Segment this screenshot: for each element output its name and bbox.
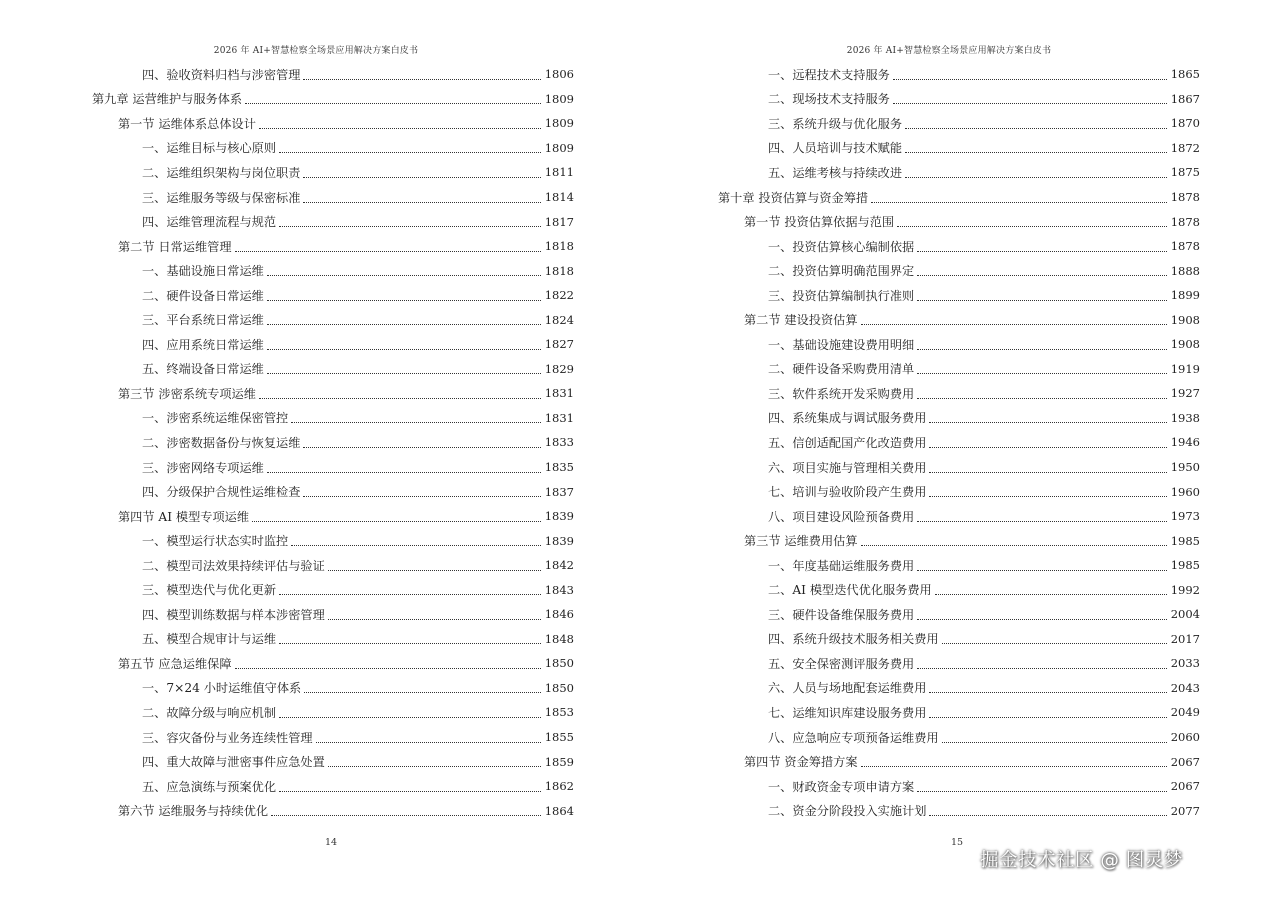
toc-entry[interactable] xyxy=(92,798,574,823)
toc-entry-page-number: 1875 xyxy=(1170,165,1200,180)
toc-entry-title: 第三节 涉密系统专项运维 xyxy=(118,386,256,401)
toc-entry-page-number: 1835 xyxy=(544,460,574,475)
toc-entry-page-number: 1817 xyxy=(544,214,574,229)
toc-entry[interactable] xyxy=(92,774,574,799)
toc-entry-title: 四、系统集成与调试服务费用 xyxy=(768,411,927,426)
toc-entry-title: 四、重大故障与泄密事件应急处置 xyxy=(142,755,325,770)
toc-entry[interactable] xyxy=(718,455,1200,480)
toc-entry-page-number: 1867 xyxy=(1170,91,1200,106)
toc-entry-page-number: 1848 xyxy=(544,631,574,646)
toc-entry-title: 五、终端设备日常运维 xyxy=(142,362,264,377)
toc-entry-page-number: 1985 xyxy=(1170,533,1200,548)
toc-entry-title: 二、硬件设备采购费用清单 xyxy=(768,362,915,377)
toc-entry[interactable] xyxy=(92,209,574,234)
toc-entry-page-number: 1822 xyxy=(544,288,574,303)
toc-page-left xyxy=(0,0,632,898)
toc-entry-title: 第二节 建设投资估算 xyxy=(744,313,858,328)
toc-entry[interactable] xyxy=(718,749,1200,774)
dot-leader xyxy=(917,299,1166,301)
toc-entry[interactable] xyxy=(92,725,574,750)
dot-leader xyxy=(942,741,1167,743)
toc-entry[interactable] xyxy=(92,528,574,553)
toc-entry[interactable] xyxy=(92,332,574,357)
dot-leader xyxy=(259,127,541,129)
toc-entry-title: 八、项目建设风险预备费用 xyxy=(768,509,915,524)
toc-entry-page-number: 1960 xyxy=(1170,484,1200,499)
toc-entry[interactable] xyxy=(92,455,574,480)
toc-page-right xyxy=(633,0,1265,898)
toc-entry-title: 第五节 应急运维保障 xyxy=(118,656,232,671)
dot-leader xyxy=(929,716,1166,718)
toc-entry-title: 第十章 投资估算与资金筹措 xyxy=(718,190,869,205)
dot-leader xyxy=(271,814,541,816)
toc-entry-page-number: 1878 xyxy=(1170,239,1200,254)
dot-leader xyxy=(235,667,541,669)
toc-entry-title: 三、平台系统日常运维 xyxy=(142,313,264,328)
toc-entry-title: 六、人员与场地配套运维费用 xyxy=(768,681,927,696)
toc-entry-title: 三、模型迭代与优化更新 xyxy=(142,583,277,598)
toc-entry-page-number: 2049 xyxy=(1170,705,1200,720)
toc-entry-page-number: 1809 xyxy=(544,91,574,106)
toc-entry[interactable] xyxy=(92,160,574,185)
dot-leader xyxy=(917,250,1166,252)
dot-leader xyxy=(303,201,540,203)
toc-entry-page-number: 1973 xyxy=(1170,509,1200,524)
toc-entry[interactable] xyxy=(718,307,1200,332)
toc-entry[interactable] xyxy=(718,504,1200,529)
toc-entry-page-number: 1872 xyxy=(1170,140,1200,155)
toc-entry-title: 五、模型合规审计与运维 xyxy=(142,632,277,647)
toc-entry-title: 二、故障分级与响应机制 xyxy=(142,705,277,720)
toc-entry-page-number: 1919 xyxy=(1170,361,1200,376)
toc-entry-title: 一、模型运行状态实时监控 xyxy=(142,534,289,549)
toc-entry[interactable] xyxy=(718,577,1200,602)
toc-entry[interactable] xyxy=(92,111,574,136)
toc-entry[interactable] xyxy=(718,528,1200,553)
toc-entry-title: 一、财政资金专项申请方案 xyxy=(768,779,915,794)
toc-entry-title: 六、项目实施与管理相关费用 xyxy=(768,460,927,475)
dot-leader xyxy=(328,765,541,767)
toc-entry[interactable] xyxy=(92,406,574,431)
dot-leader xyxy=(917,348,1166,350)
dot-leader xyxy=(917,618,1166,620)
toc-entry-page-number: 2077 xyxy=(1170,803,1200,818)
dot-leader xyxy=(291,544,540,546)
toc-entry-page-number: 2060 xyxy=(1170,730,1200,745)
toc-entry-page-number: 1938 xyxy=(1170,410,1200,425)
toc-entry-page-number: 1878 xyxy=(1170,214,1200,229)
toc-entry[interactable] xyxy=(718,357,1200,382)
dot-leader xyxy=(328,618,541,620)
toc-entry-title: 五、安全保密测评服务费用 xyxy=(768,656,915,671)
toc-entry-title: 二、AI 模型迭代优化服务费用 xyxy=(768,583,932,598)
toc-entry[interactable] xyxy=(92,258,574,283)
toc-entry[interactable] xyxy=(92,651,574,676)
dot-leader xyxy=(929,421,1166,423)
toc-entry-page-number: 1818 xyxy=(544,263,574,278)
toc-entry[interactable] xyxy=(92,136,574,161)
toc-entry-page-number: 1899 xyxy=(1170,288,1200,303)
dot-leader xyxy=(267,471,541,473)
toc-entry-title: 二、现场技术支持服务 xyxy=(768,92,890,107)
toc-entry-title: 四、验收资料归档与涉密管理 xyxy=(142,67,301,82)
toc-entry[interactable] xyxy=(92,357,574,382)
toc-entry-title: 一、投资估算核心编制依据 xyxy=(768,239,915,254)
toc-entry-page-number: 1846 xyxy=(544,607,574,622)
toc-entry[interactable] xyxy=(718,798,1200,823)
toc-entry-title: 第三节 运维费用估算 xyxy=(744,534,858,549)
toc-entry-title: 一、年度基础运维服务费用 xyxy=(768,558,915,573)
toc-entry-page-number: 1950 xyxy=(1170,460,1200,475)
toc-entry-page-number: 1843 xyxy=(544,582,574,597)
toc-entry-title: 二、资金分阶段投入实施计划 xyxy=(768,804,927,819)
dot-leader xyxy=(245,102,541,104)
toc-entry[interactable] xyxy=(718,430,1200,455)
toc-entry-page-number: 1806 xyxy=(544,67,574,82)
toc-entry-page-number: 1811 xyxy=(544,165,574,180)
toc-entry[interactable] xyxy=(92,430,574,455)
toc-entry-page-number: 1888 xyxy=(1170,263,1200,278)
toc-entry-title: 一、基础设施日常运维 xyxy=(142,264,264,279)
toc-entry-title: 七、培训与验收阶段产生费用 xyxy=(768,485,927,500)
dot-leader xyxy=(279,225,541,227)
toc-entry-page-number: 1927 xyxy=(1170,386,1200,401)
toc-entry[interactable] xyxy=(718,332,1200,357)
toc-entry-title: 三、系统升级与优化服务 xyxy=(768,116,903,131)
dot-leader xyxy=(871,201,1167,203)
toc-list xyxy=(92,62,574,823)
dot-leader xyxy=(279,716,541,718)
toc-entry-page-number: 1862 xyxy=(544,779,574,794)
toc-entry-page-number: 1837 xyxy=(544,484,574,499)
toc-entry-title: 一、运维目标与核心原则 xyxy=(142,141,277,156)
toc-entry-page-number: 1855 xyxy=(544,730,574,745)
toc-entry-page-number: 1809 xyxy=(544,140,574,155)
dot-leader xyxy=(252,520,541,522)
toc-entry[interactable] xyxy=(718,160,1200,185)
toc-entry[interactable] xyxy=(92,234,574,259)
dot-leader xyxy=(929,495,1166,497)
toc-entry-page-number: 1878 xyxy=(1170,190,1200,204)
toc-entry-page-number: 1831 xyxy=(544,386,574,401)
toc-entry-title: 第四节 AI 模型专项运维 xyxy=(118,509,250,524)
toc-entry[interactable] xyxy=(92,577,574,602)
toc-entry-page-number: 1829 xyxy=(544,361,574,376)
toc-entry[interactable] xyxy=(92,479,574,504)
toc-entry-title: 七、运维知识库建设服务费用 xyxy=(768,705,927,720)
toc-entry-title: 三、涉密网络专项运维 xyxy=(142,460,264,475)
toc-entry[interactable] xyxy=(718,700,1200,725)
toc-entry-title: 第六节 运维服务与持续优化 xyxy=(118,804,269,819)
toc-entry[interactable] xyxy=(718,774,1200,799)
toc-entry-page-number: 1827 xyxy=(544,337,574,352)
toc-entry-page-number: 2004 xyxy=(1170,607,1200,622)
toc-entry-page-number: 1985 xyxy=(1170,558,1200,573)
toc-entry[interactable] xyxy=(718,553,1200,578)
dot-leader xyxy=(917,569,1166,571)
toc-entry-page-number: 1864 xyxy=(544,803,574,818)
toc-entry[interactable] xyxy=(92,185,574,210)
toc-entry-page-number: 2067 xyxy=(1170,779,1200,794)
toc-entry-title: 第一节 运维体系总体设计 xyxy=(118,116,256,131)
toc-entry[interactable] xyxy=(92,700,574,725)
toc-entry[interactable] xyxy=(718,209,1200,234)
toc-list xyxy=(718,62,1200,823)
toc-entry[interactable] xyxy=(92,62,574,87)
dot-leader xyxy=(303,78,540,80)
toc-entry[interactable] xyxy=(718,479,1200,504)
toc-entry-title: 四、人员培训与技术赋能 xyxy=(768,141,903,156)
toc-entry-page-number: 1865 xyxy=(1170,67,1200,82)
toc-entry-page-number: 1908 xyxy=(1170,337,1200,352)
dot-leader xyxy=(929,814,1166,816)
toc-entry-page-number: 2033 xyxy=(1170,656,1200,671)
toc-entry[interactable] xyxy=(718,651,1200,676)
toc-entry-page-number: 1908 xyxy=(1170,312,1200,327)
toc-entry[interactable] xyxy=(718,381,1200,406)
toc-entry-title: 二、硬件设备日常运维 xyxy=(142,288,264,303)
dot-leader xyxy=(861,765,1167,767)
toc-entry[interactable] xyxy=(718,627,1200,652)
toc-entry[interactable] xyxy=(718,62,1200,87)
page-number: 15 xyxy=(951,837,964,848)
toc-entry-page-number: 1814 xyxy=(544,190,574,204)
toc-entry-page-number: 1842 xyxy=(544,558,574,573)
toc-entry-title: 四、模型训练数据与样本涉密管理 xyxy=(142,607,325,622)
dot-leader xyxy=(267,323,541,325)
dot-leader xyxy=(861,323,1167,325)
toc-entry[interactable] xyxy=(718,406,1200,431)
toc-entry[interactable] xyxy=(92,87,574,112)
toc-entry[interactable] xyxy=(92,381,574,406)
toc-entry[interactable] xyxy=(718,602,1200,627)
dot-leader xyxy=(905,127,1167,129)
toc-entry-page-number: 1946 xyxy=(1170,435,1200,450)
toc-entry-title: 三、运维服务等级与保密标准 xyxy=(142,190,301,205)
dot-leader xyxy=(279,151,541,153)
dot-leader xyxy=(267,372,541,374)
running-header: 2026 年 AI+智慧检察全场景应用解决方案白皮书 xyxy=(213,46,419,56)
toc-entry-title: 八、应急响应专项预备运维费用 xyxy=(768,730,939,745)
toc-entry[interactable] xyxy=(92,602,574,627)
toc-entry[interactable] xyxy=(92,307,574,332)
toc-entry-title: 三、投资估算编制执行准则 xyxy=(768,288,915,303)
toc-entry[interactable] xyxy=(92,283,574,308)
toc-entry-title: 第四节 资金筹措方案 xyxy=(744,755,858,770)
toc-entry[interactable] xyxy=(92,676,574,701)
dot-leader xyxy=(267,299,541,301)
dot-leader xyxy=(279,790,541,792)
toc-entry-page-number: 1859 xyxy=(544,754,574,769)
toc-entry[interactable] xyxy=(718,87,1200,112)
toc-entry-page-number: 1992 xyxy=(1170,582,1200,597)
toc-entry-title: 三、容灾备份与业务连续性管理 xyxy=(142,730,313,745)
toc-entry-page-number: 1809 xyxy=(544,116,574,131)
dot-leader xyxy=(905,151,1167,153)
dot-leader xyxy=(929,691,1166,693)
dot-leader xyxy=(259,397,541,399)
toc-entry-title: 二、运维组织架构与岗位职责 xyxy=(142,165,301,180)
dot-leader xyxy=(917,667,1166,669)
toc-entry-title: 二、模型司法效果持续评估与验证 xyxy=(142,558,325,573)
toc-entry-page-number: 2067 xyxy=(1170,754,1200,769)
toc-entry[interactable] xyxy=(718,185,1200,210)
toc-entry-page-number: 1818 xyxy=(544,239,574,254)
toc-entry-title: 第一节 投资估算依据与范围 xyxy=(744,215,895,230)
dot-leader xyxy=(279,593,541,595)
toc-entry-title: 四、运维管理流程与规范 xyxy=(142,215,277,230)
toc-entry-page-number: 1853 xyxy=(544,705,574,720)
toc-entry-title: 四、系统升级技术服务相关费用 xyxy=(768,632,939,647)
dot-leader xyxy=(917,372,1166,374)
dot-leader xyxy=(905,176,1167,178)
toc-entry-title: 三、软件系统开发采购费用 xyxy=(768,386,915,401)
toc-entry-page-number: 1831 xyxy=(544,410,574,425)
running-header: 2026 年 AI+智慧检察全场景应用解决方案白皮书 xyxy=(846,46,1052,56)
toc-entry[interactable] xyxy=(718,136,1200,161)
dot-leader xyxy=(893,102,1167,104)
dot-leader xyxy=(279,642,541,644)
toc-entry-title: 一、远程技术支持服务 xyxy=(768,67,890,82)
toc-entry-page-number: 1870 xyxy=(1170,116,1200,131)
toc-entry[interactable] xyxy=(718,258,1200,283)
toc-entry[interactable] xyxy=(718,234,1200,259)
toc-entry-title: 五、信创适配国产化改造费用 xyxy=(768,435,927,450)
dot-leader xyxy=(861,544,1167,546)
toc-entry-title: 四、分级保护合规性运维检查 xyxy=(142,485,301,500)
dot-leader xyxy=(929,446,1166,448)
dot-leader xyxy=(267,274,541,276)
toc-entry[interactable] xyxy=(718,676,1200,701)
toc-entry-page-number: 1839 xyxy=(544,533,574,548)
watermark-text: 掘金技术社区 @ 图灵梦 xyxy=(980,850,1183,871)
toc-entry[interactable] xyxy=(92,504,574,529)
dot-leader xyxy=(303,495,540,497)
dot-leader xyxy=(267,348,541,350)
toc-entry-page-number: 1824 xyxy=(544,312,574,327)
toc-entry-title: 二、投资估算明确范围界定 xyxy=(768,264,915,279)
toc-entry-page-number: 1850 xyxy=(544,680,574,695)
dot-leader xyxy=(917,520,1166,522)
toc-entry-title: 二、涉密数据备份与恢复运维 xyxy=(142,435,301,450)
toc-entry-title: 第二节 日常运维管理 xyxy=(118,239,232,254)
toc-entry-title: 第九章 运营维护与服务体系 xyxy=(92,92,243,107)
dot-leader xyxy=(917,790,1166,792)
dot-leader xyxy=(304,691,540,693)
toc-entry-title: 三、硬件设备维保服务费用 xyxy=(768,607,915,622)
dot-leader xyxy=(328,569,541,571)
toc-entry-title: 一、基础设施建设费用明细 xyxy=(768,337,915,352)
dot-leader xyxy=(897,225,1167,227)
dot-leader xyxy=(303,446,540,448)
dot-leader xyxy=(917,397,1166,399)
dot-leader xyxy=(235,250,541,252)
dot-leader xyxy=(942,642,1167,644)
dot-leader xyxy=(917,274,1166,276)
toc-entry[interactable] xyxy=(718,111,1200,136)
toc-entry-title: 五、应急演练与预案优化 xyxy=(142,779,277,794)
toc-entry[interactable] xyxy=(718,725,1200,750)
dot-leader xyxy=(893,78,1167,80)
toc-entry[interactable] xyxy=(92,749,574,774)
toc-entry-title: 一、7×24 小时运维值守体系 xyxy=(142,681,302,696)
toc-entry-page-number: 2017 xyxy=(1170,631,1200,646)
toc-entry-title: 四、应用系统日常运维 xyxy=(142,337,264,352)
dot-leader xyxy=(303,176,540,178)
toc-entry-page-number: 2043 xyxy=(1170,680,1200,695)
toc-entry-page-number: 1833 xyxy=(544,435,574,450)
toc-entry[interactable] xyxy=(92,553,574,578)
page-number: 14 xyxy=(325,837,338,848)
dot-leader xyxy=(316,741,541,743)
toc-entry-title: 五、运维考核与持续改进 xyxy=(768,165,903,180)
toc-entry[interactable] xyxy=(718,283,1200,308)
dot-leader xyxy=(929,471,1166,473)
dot-leader xyxy=(935,593,1167,595)
toc-entry[interactable] xyxy=(92,627,574,652)
dot-leader xyxy=(291,421,540,423)
toc-entry-title: 一、涉密系统运维保密管控 xyxy=(142,411,289,426)
toc-entry-page-number: 1839 xyxy=(544,509,574,524)
toc-entry-page-number: 1850 xyxy=(544,656,574,671)
